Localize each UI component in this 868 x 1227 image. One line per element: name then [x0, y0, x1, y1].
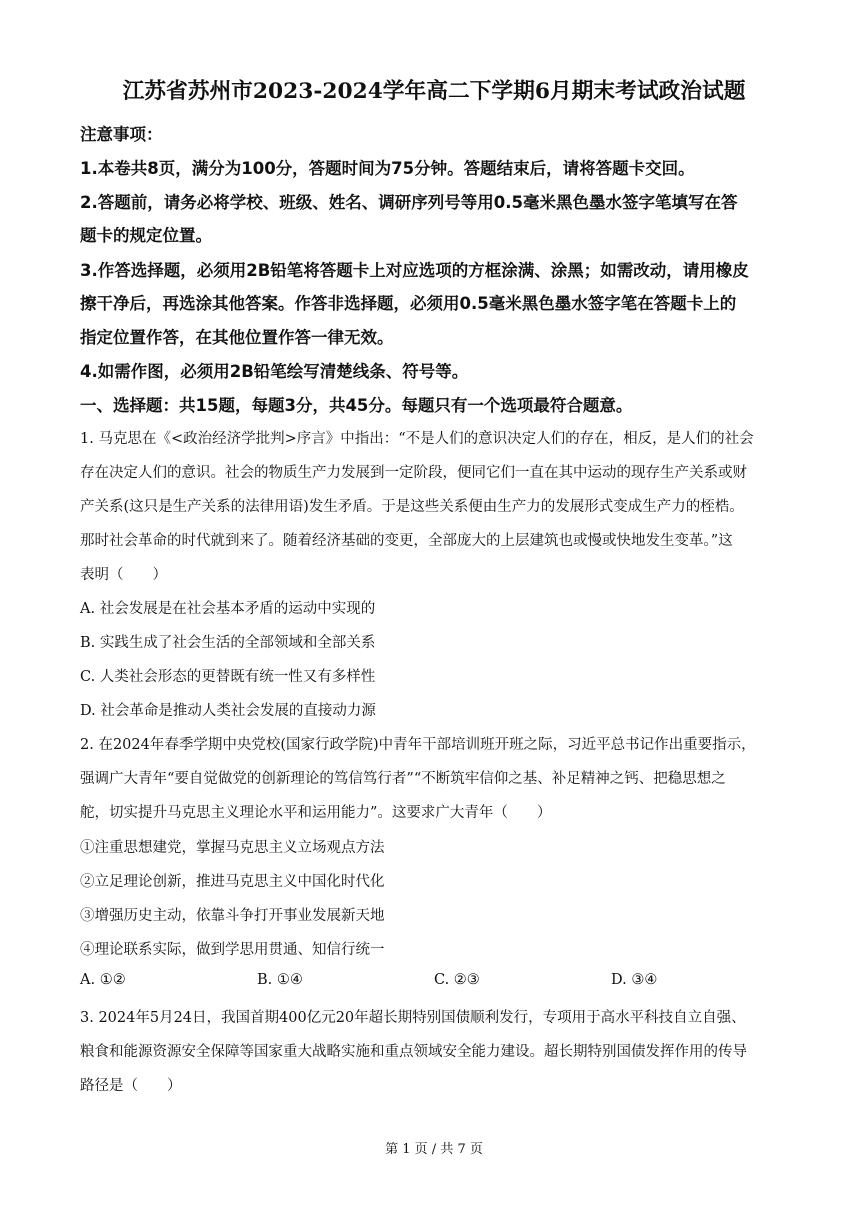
question-2-item: ③增强历史主动，依靠斗争打开事业发展新天地: [80, 908, 385, 924]
question-1-text: 存在决定人们的意识。社会的物质生产力发展到一定阶段，便同它们一直在其中运动的现存生产关系或财: [80, 465, 747, 481]
notice-line: 擦干净后，再选涂其他答案。作答非选择题，必须用0.5毫米黑色墨水签字笔在答题卡上的: [80, 294, 737, 313]
question-2-text: 强调广大青年“要自觉做党的创新理论的笃信笃行者”“不断筑牢信仰之基、补足精神之钙、把稳思想之: [80, 771, 726, 787]
notice-line: 3.作答选择题，必须用2B铅笔将答题卡上对应选项的方框涂满、涂黑；如需改动，请用橡皮: [80, 261, 749, 280]
question-3-text: 3. 2024年5月24日，我国首期400亿元20年超长期特别国债顺利发行，专项用于高水平科技自立自强、: [80, 1010, 746, 1026]
question-2-item: ②立足理论创新，推进马克思主义中国化时代化: [80, 874, 385, 890]
question-1-text: 表明（ ）: [80, 567, 167, 583]
notice-line: 指定位置作答，在其他位置作答一律无效。: [80, 328, 394, 347]
question-1-text: 1. 马克思在《<政治经济学批判>序言》中指出：“不是人们的意识决定人们的存在，相反，是人们的社会: [80, 431, 754, 447]
notice-line: 题卡的规定位置。: [80, 226, 212, 245]
question-2-option-a: A. ①②: [80, 972, 126, 988]
notice-line: 2.答题前，请务必将学校、班级、姓名、调研序列号等用0.5毫米黑色墨水签字笔填写在答: [80, 193, 738, 212]
question-2-text: 舵，切实提升马克思主义理论水平和运用能力”。这要求广大青年（ ）: [80, 805, 552, 821]
question-1-option-a: A. 社会发展是在社会基本矛盾的运动中实现的: [80, 601, 376, 617]
question-1-text: 产关系(这只是生产关系的法律用语)发生矛盾。于是这些关系便由生产力的发展形式变成生产力的桎梏。: [80, 499, 744, 515]
notice-line: 4.如需作图，必须用2B铅笔绘写清楚线条、符号等。: [80, 362, 469, 381]
question-1-option-c: C. 人类社会形态的更替既有统一性又有多样性: [80, 669, 376, 685]
question-1-text: 那时社会革命的时代就到来了。随着经济基础的变更，全部庞大的上层建筑也或慢或快地发生变革。”这: [80, 533, 733, 549]
question-2-option-c: C. ②③: [434, 972, 480, 988]
question-3-text: 粮食和能源资源安全保障等国家重大战略实施和重点领域安全能力建设。超长期特别国债发挥作用的传导: [80, 1044, 747, 1060]
question-2-item: ④理论联系实际，做到学思用贯通、知信行统一: [80, 942, 385, 958]
question-2-text: 2. 在2024年春季学期中央党校(国家行政学院)中青年干部培训班开班之际，习近平总书记作出重要指示，: [80, 737, 756, 753]
question-2-option-b: B. ①④: [257, 972, 303, 988]
notice-heading: 注意事项：: [80, 125, 163, 144]
question-2-item: ①注重思想建党，掌握马克思主义立场观点方法: [80, 840, 385, 856]
page-number: 第 1 页 / 共 7 页: [385, 1142, 483, 1157]
page-title: 江苏省苏州市2023-2024学年高二下学期6月期末考试政治试题: [122, 79, 746, 104]
question-1-option-b: B. 实践生成了社会生活的全部领域和全部关系: [80, 635, 376, 651]
question-1-option-d: D. 社会革命是推动人类社会发展的直接动力源: [80, 703, 376, 719]
question-2-option-d: D. ③④: [611, 972, 658, 988]
notice-line: 1.本卷共8页，满分为100分，答题时间为75分钟。答题结束后，请将答题卡交回。: [80, 159, 695, 178]
section-heading: 一、选择题：共15题，每题3分，共45分。每题只有一个选项最符合题意。: [80, 396, 633, 415]
question-3-text: 路径是（ ）: [80, 1078, 182, 1094]
